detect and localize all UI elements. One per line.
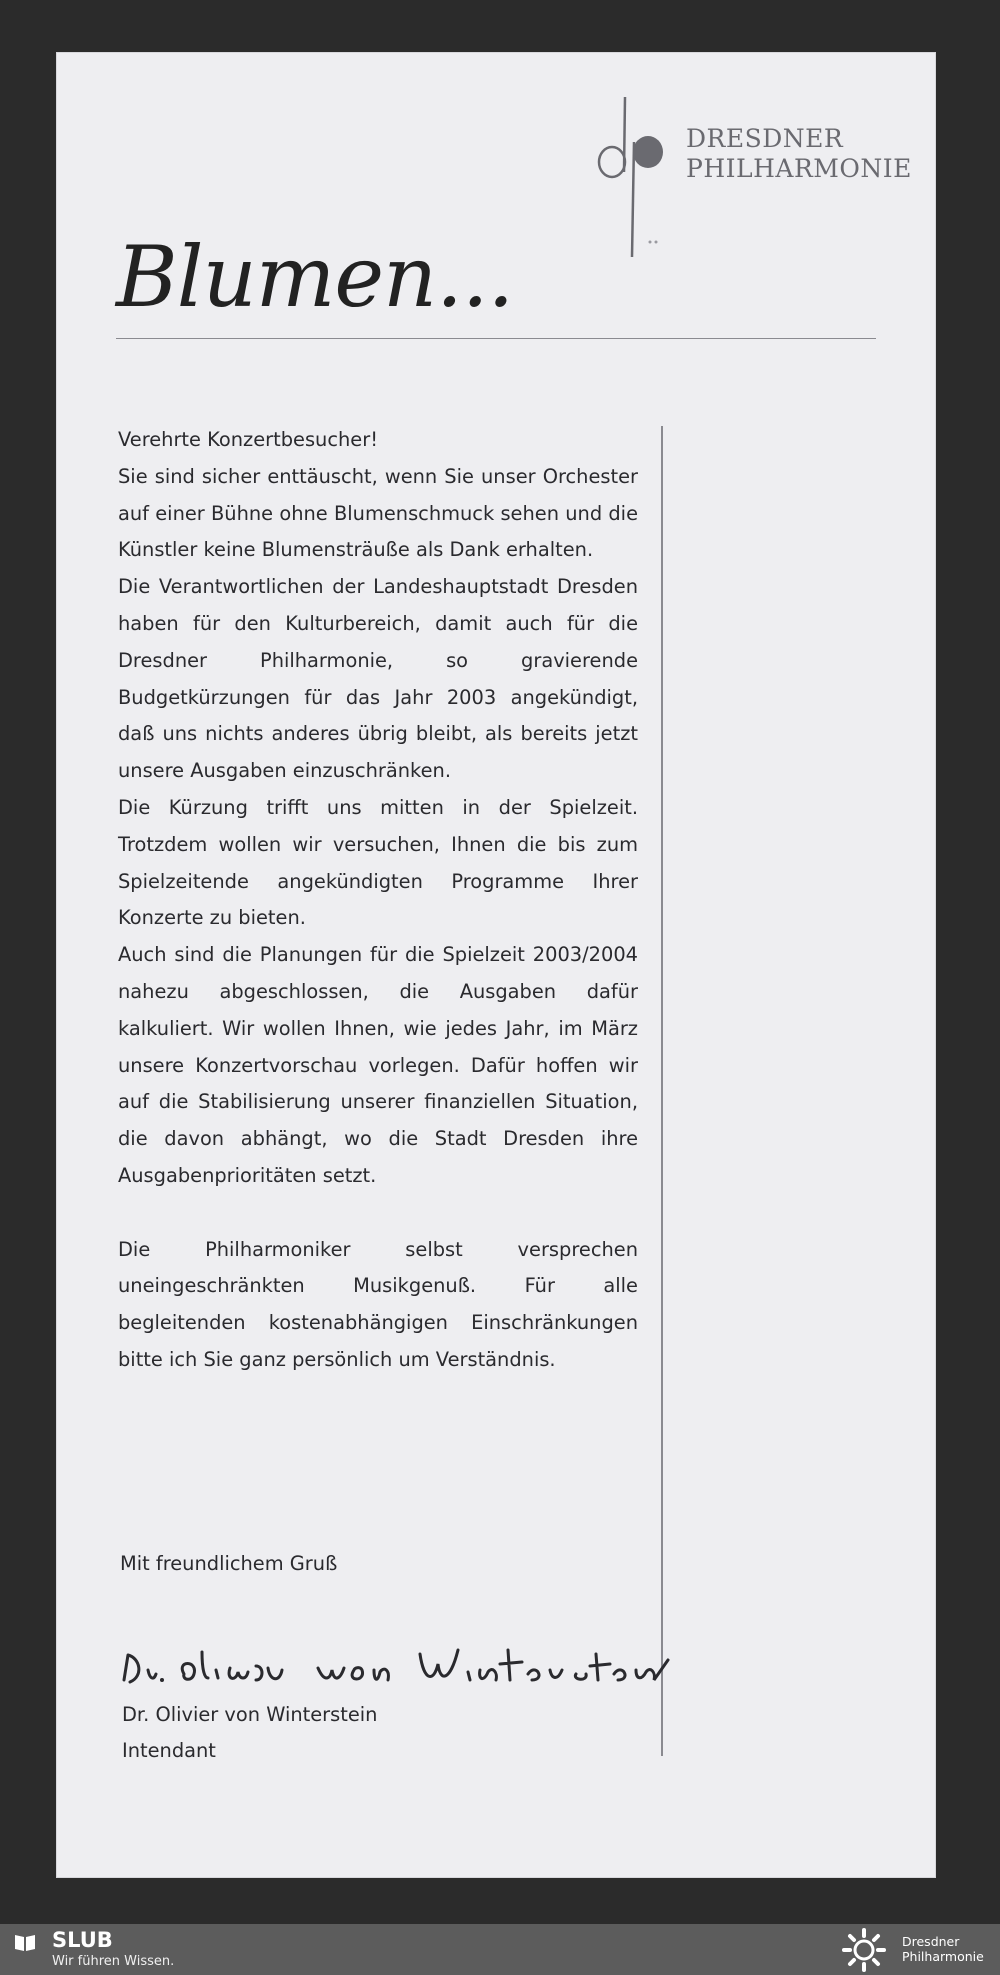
- signer-title: Intendant: [122, 1739, 216, 1762]
- vertical-divider: [661, 426, 663, 1756]
- logo-wordmark: [686, 124, 912, 184]
- page-title: Blumen...: [116, 228, 514, 326]
- signer-name: Dr. Olivier von Winterstein: [122, 1703, 378, 1726]
- logo-line-2: PHILHARMONIE: [686, 154, 912, 183]
- paragraph-3: Die Kürzung trifft uns mitten in der Spielzeit. Trotzdem wollen wir versuchen, Ihnen die bis zum Spielzeitende angekündigten Programme Ihrer Konzerte zu bieten.: [118, 795, 638, 930]
- sunburst-logo-icon: [842, 1928, 886, 1972]
- handwritten-signature: [118, 1630, 678, 1700]
- title-underline: [116, 338, 876, 339]
- paragraph-1: Sie sind sicher enttäuscht, wenn Sie unser Orchester auf einer Bühne ohne Blumenschmuck sehen und die Künstler keine Blumensträuße als Dank erhalten.: [118, 464, 638, 562]
- footer-brand: SLUB: [52, 1928, 113, 1952]
- footer-partner-line-2: Philharmonie: [902, 1949, 984, 1964]
- dp-logo-icon: [594, 92, 674, 262]
- signer-block: [122, 1697, 377, 1769]
- logo-line-1: DRESDNER: [686, 124, 844, 153]
- document-page: [56, 52, 936, 1878]
- paragraph-5: Die Philharmoniker selbst versprechen uneingeschränkten Musikgenuß. Für alle begleitenden kostenabhängigen Einschränkungen bitte ich Sie ganz persönlich um Verständnis.: [118, 1237, 638, 1371]
- letter-body: [118, 422, 638, 1379]
- footer-tagline: Wir führen Wissen.: [52, 1954, 175, 1969]
- salutation: Verehrte Konzertbesucher!: [118, 428, 378, 451]
- paragraph-2: Die Verantwortlichen der Landeshauptstadt Dresden haben für den Kulturbereich, damit auch für die Dresdner Philharmonie, so gravierende Budgetkürzungen für das Jahr 2003 angekündigt, daß uns nichts anderes übrig bleibt, als bereits jetzt unsere Ausgaben einzuschränken.: [118, 575, 638, 783]
- book-icon: [14, 1932, 36, 1952]
- closing: Mit freundlichem Gruß: [120, 1552, 338, 1575]
- footer-bar: [0, 1924, 1000, 1975]
- footer-partner: [902, 1934, 984, 1964]
- footer-partner-line-1: Dresdner: [902, 1934, 960, 1949]
- paragraph-4: Auch sind die Planungen für die Spielzeit 2003/2004 nahezu abgeschlossen, die Ausgaben dafür kalkuliert. Wir wollen Ihnen, wie jedes Jahr, im März unsere Konzertvorschau vorlegen. Dafür hoffen wir auf die Stabilisierung unserer finanziellen Situation, die davon abhängt, wo die Stadt Dresden ihre Ausgabenprioritäten setzt.: [118, 943, 638, 1187]
